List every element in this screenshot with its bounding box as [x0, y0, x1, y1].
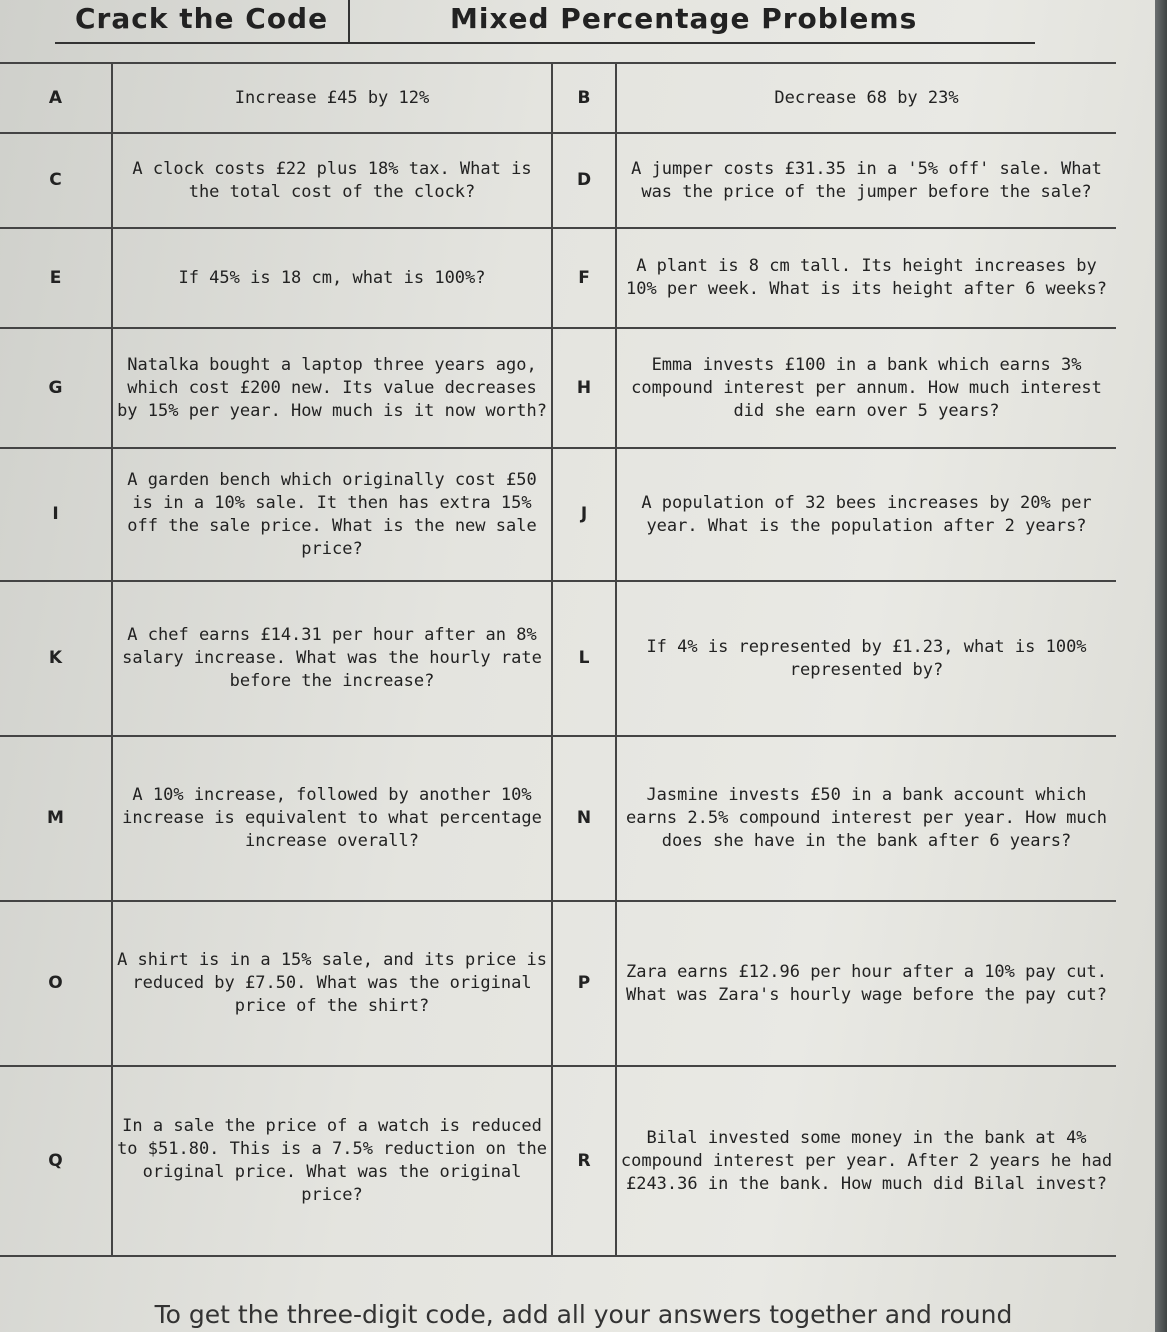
- footer-instruction: To get the three-digit code, add all your answers together and round: [154, 1300, 1013, 1329]
- problem-letter: H: [552, 328, 616, 448]
- problem-letter: D: [552, 133, 616, 228]
- problem-letter: P: [552, 901, 616, 1066]
- problem-question: Natalka bought a laptop three years ago, which cost £200 new. Its value decreases by 15% per year. How much is it now worth?: [112, 328, 552, 448]
- problem-question: Emma invests £100 in a bank which earns 3% compound interest per annum. How much interest did she earn over 5 years?: [616, 328, 1116, 448]
- problem-letter: G: [0, 328, 112, 448]
- problem-row: [0, 901, 1116, 1066]
- problem-letter: I: [0, 448, 112, 581]
- problem-letter: A: [0, 63, 112, 133]
- problem-question: Zara earns £12.96 per hour after a 10% pay cut. What was Zara's hourly wage before the pay cut?: [616, 901, 1116, 1066]
- problem-letter: N: [552, 736, 616, 901]
- problem-question: A clock costs £22 plus 18% tax. What is the total cost of the clock?: [112, 133, 552, 228]
- problem-letter: O: [0, 901, 112, 1066]
- problem-question: A shirt is in a 15% sale, and its price is reduced by £7.50. What was the original price of the shirt?: [112, 901, 552, 1066]
- problem-row: [0, 736, 1116, 901]
- problem-question: In a sale the price of a watch is reduced to $51.80. This is a 7.5% reduction on the original price. What was the original price?: [112, 1066, 552, 1256]
- problem-letter: J: [552, 448, 616, 581]
- problem-row: [0, 228, 1116, 328]
- problem-letter: E: [0, 228, 112, 328]
- problem-row: [0, 1066, 1116, 1256]
- problem-letter: C: [0, 133, 112, 228]
- problem-question: Jasmine invests £50 in a bank account which earns 2.5% compound interest per year. How much does she have in the bank after 6 years?: [616, 736, 1116, 901]
- problem-row: [0, 448, 1116, 581]
- problem-row: [0, 581, 1116, 736]
- worksheet-header: [55, 0, 1035, 44]
- problem-grid: [0, 62, 1116, 1257]
- problem-question: A jumper costs £31.35 in a '5% off' sale. What was the price of the jumper before the sale?: [616, 133, 1116, 228]
- problem-question: A garden bench which originally cost £50 is in a 10% sale. It then has extra 15% off the sale price. What is the new sale price?: [112, 448, 552, 581]
- problem-question: Bilal invested some money in the bank at 4% compound interest per year. After 2 years he had £243.36 in the bank. How much did Bilal invest?: [616, 1066, 1116, 1256]
- problem-letter: B: [552, 63, 616, 133]
- header-title-left: Crack the Code: [75, 0, 350, 42]
- problem-letter: K: [0, 581, 112, 736]
- problem-row: [0, 63, 1116, 133]
- problem-letter: Q: [0, 1066, 112, 1256]
- page-edge-shadow: [1155, 0, 1167, 1332]
- problem-letter: F: [552, 228, 616, 328]
- problem-question: Increase £45 by 12%: [112, 63, 552, 133]
- problem-letter: M: [0, 736, 112, 901]
- problem-letter: L: [552, 581, 616, 736]
- problem-row: [0, 328, 1116, 448]
- problem-question: A population of 32 bees increases by 20% per year. What is the population after 2 years?: [616, 448, 1116, 581]
- problem-row: [0, 133, 1116, 228]
- problem-question: A plant is 8 cm tall. Its height increases by 10% per week. What is its height after 6 weeks?: [616, 228, 1116, 328]
- header-title-right: Mixed Percentage Problems: [450, 2, 918, 35]
- problem-question: A 10% increase, followed by another 10% increase is equivalent to what percentage increase overall?: [112, 736, 552, 901]
- problem-letter: R: [552, 1066, 616, 1256]
- problem-question: If 45% is 18 cm, what is 100%?: [112, 228, 552, 328]
- problem-question: A chef earns £14.31 per hour after an 8% salary increase. What was the hourly rate before the increase?: [112, 581, 552, 736]
- problem-question: Decrease 68 by 23%: [616, 63, 1116, 133]
- problem-question: If 4% is represented by £1.23, what is 100% represented by?: [616, 581, 1116, 736]
